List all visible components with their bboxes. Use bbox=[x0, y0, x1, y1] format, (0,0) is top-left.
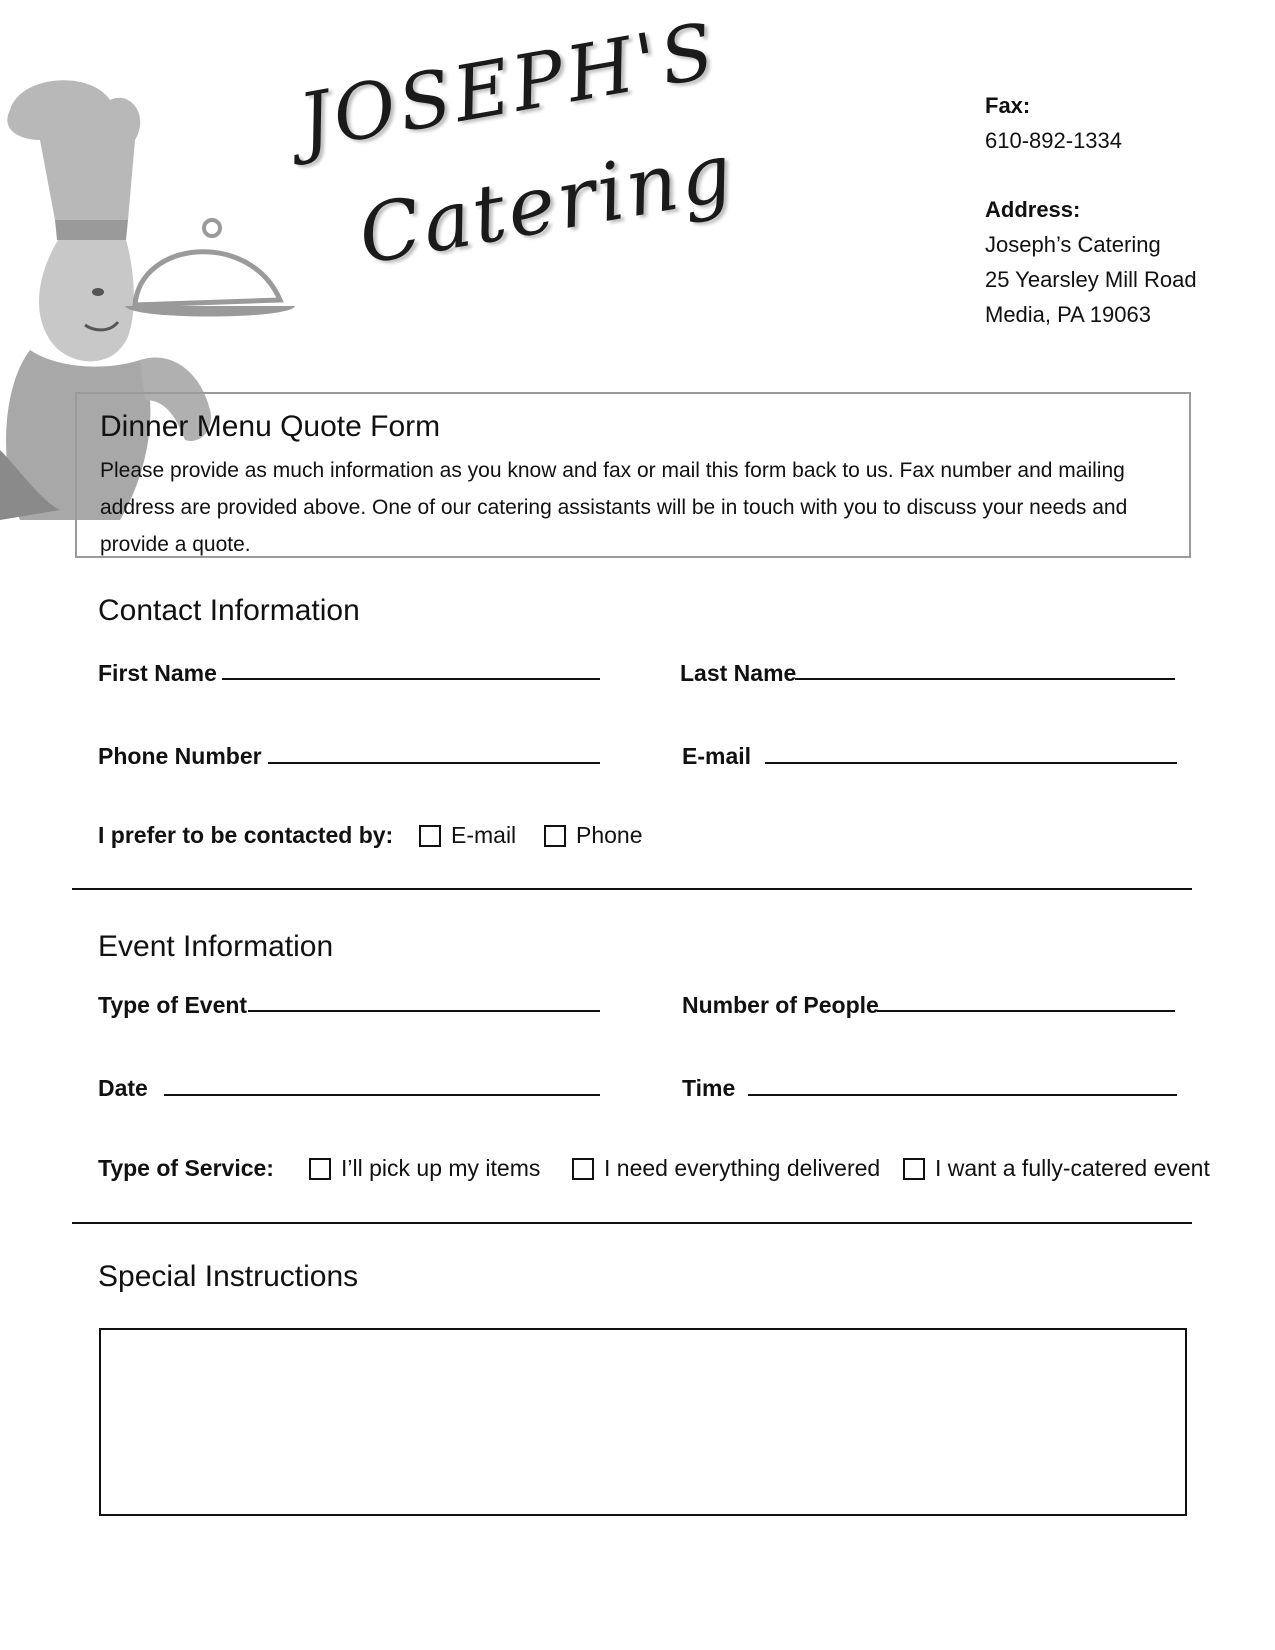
type-of-event-field[interactable] bbox=[248, 1010, 600, 1012]
service-fully-catered-label: I want a fully-catered event bbox=[935, 1155, 1210, 1181]
section-divider bbox=[72, 888, 1192, 890]
address-line: Joseph’s Catering bbox=[985, 232, 1161, 257]
company-contact-block bbox=[985, 88, 1197, 332]
service-delivered-label: I need everything delivered bbox=[604, 1155, 881, 1181]
section-title-special: Special Instructions bbox=[98, 1260, 359, 1293]
first-name-label: First Name bbox=[98, 660, 217, 686]
email-field[interactable] bbox=[765, 762, 1177, 764]
checkbox-pickup[interactable] bbox=[309, 1158, 331, 1180]
checkbox-delivered[interactable] bbox=[572, 1158, 594, 1180]
form-instructions-text: Please provide as much information as you know and fax or mail this form back to us. Fax number and mailing address are provided above. One of our catering assistants will be in touch with you to discuss your needs and provide a quote. bbox=[100, 459, 1128, 556]
prefer-email-option[interactable] bbox=[419, 822, 516, 849]
last-name-label: Last Name bbox=[680, 660, 797, 686]
type-of-service-label: Type of Service: bbox=[98, 1155, 274, 1181]
prefer-phone-label: Phone bbox=[576, 822, 643, 848]
prefer-email-label: E-mail bbox=[451, 822, 517, 848]
form-title: Dinner Menu Quote Form bbox=[100, 410, 441, 443]
last-name-field[interactable] bbox=[795, 678, 1175, 680]
checkbox-phone[interactable] bbox=[544, 825, 566, 847]
section-title-contact: Contact Information bbox=[98, 594, 360, 627]
number-of-people-field[interactable] bbox=[877, 1010, 1175, 1012]
first-name-field[interactable] bbox=[222, 678, 600, 680]
phone-number-field[interactable] bbox=[268, 762, 600, 764]
address-line: Media, PA 19063 bbox=[985, 302, 1151, 327]
time-label: Time bbox=[682, 1075, 736, 1101]
date-field[interactable] bbox=[164, 1094, 600, 1096]
brand-name-catering: Catering bbox=[351, 124, 742, 283]
section-title-event: Event Information bbox=[98, 930, 334, 963]
checkbox-email[interactable] bbox=[419, 825, 441, 847]
special-instructions-box[interactable] bbox=[99, 1328, 1187, 1516]
fax-label: Fax: bbox=[985, 93, 1031, 118]
phone-number-label: Phone Number bbox=[98, 743, 262, 769]
email-label: E-mail bbox=[682, 743, 752, 769]
prefer-phone-option[interactable] bbox=[544, 822, 643, 849]
address-label: Address: bbox=[985, 197, 1081, 222]
date-label: Date bbox=[98, 1075, 148, 1101]
fax-number: 610-892-1334 bbox=[985, 128, 1123, 153]
service-delivered-option[interactable] bbox=[572, 1155, 880, 1182]
address-line: 25 Yearsley Mill Road bbox=[985, 267, 1197, 292]
type-of-event-label: Type of Event bbox=[98, 992, 248, 1018]
contact-preference-label: I prefer to be contacted by: bbox=[98, 822, 394, 848]
checkbox-fully-catered[interactable] bbox=[903, 1158, 925, 1180]
section-divider bbox=[72, 1222, 1192, 1224]
service-fully-catered-option[interactable] bbox=[903, 1155, 1210, 1182]
service-pickup-option[interactable] bbox=[309, 1155, 540, 1182]
service-pickup-label: I’ll pick up my items bbox=[341, 1155, 541, 1181]
number-of-people-label: Number of People bbox=[682, 992, 879, 1018]
brand-name-josephs: JOSEPH'S bbox=[292, 5, 724, 167]
time-field[interactable] bbox=[748, 1094, 1177, 1096]
